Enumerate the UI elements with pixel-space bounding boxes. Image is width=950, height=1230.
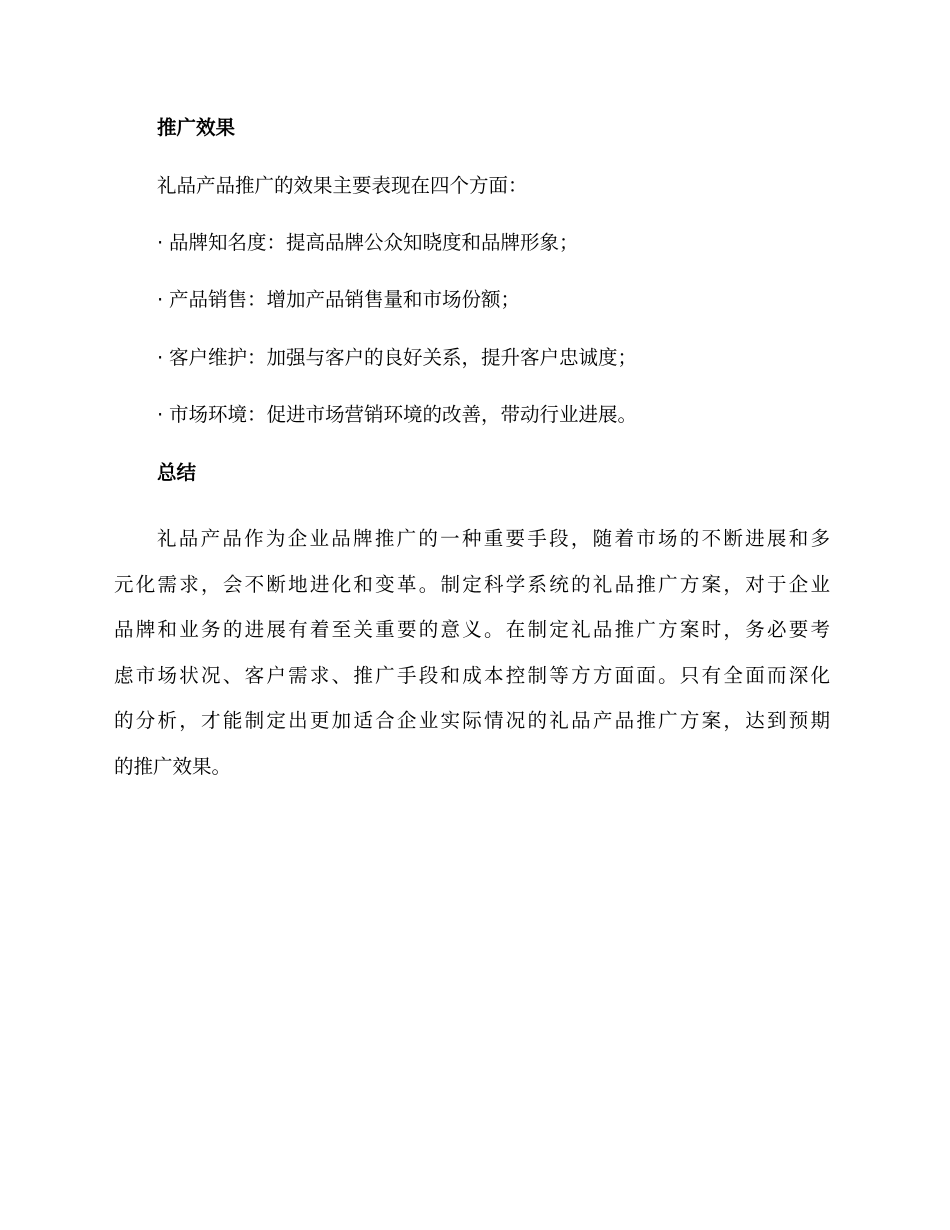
bullet-text: 客户维护：加强与客户的良好关系，提升客户忠诚度； [169,346,638,369]
paragraph-line: 的分析，才能制定出更加适合企业实际情况的礼品产品推广方案，达到预期 [114,709,830,732]
section-heading-summary: 总结 [157,461,197,484]
paragraph-line: 虑市场状况、客户需求、推广手段和成本控制等方方面面。只有全面而深化 [114,663,830,687]
paragraph-line: 元化需求，会不断地进化和变革。制定科学系统的礼品推广方案，对于企业 [114,572,830,596]
paragraph-line: 品牌和业务的进展有着至关重要的意义。在制定礼品推广方案时，务必要考 [114,618,830,641]
summary-paragraph [114,516,830,789]
bullet-marker: · [157,231,164,254]
bullet-item [157,401,873,429]
bullet-item [157,344,873,372]
section-heading-effect: 推广效果 [157,116,236,139]
bullet-text: 市场环境：促进市场营销环境的改善，带动行业进展。 [169,403,638,426]
effect-intro: 礼品产品推广的效果主要表现在四个方面： [157,174,528,197]
bullet-text: 品牌知名度：提高品牌公众知晓度和品牌形象； [169,231,579,254]
bullet-marker: · [157,403,164,426]
bullet-marker: · [157,346,164,369]
paragraph-line: 礼品产品作为企业品牌推广的一种重要手段，随着市场的不断进展和多 [157,527,830,550]
bullet-marker: · [157,288,164,311]
bullet-item [157,286,873,314]
bullet-item [157,229,873,257]
bullet-text: 产品销售：增加产品销售量和市场份额； [169,288,521,311]
paragraph-line: 的推广效果。 [114,754,232,778]
